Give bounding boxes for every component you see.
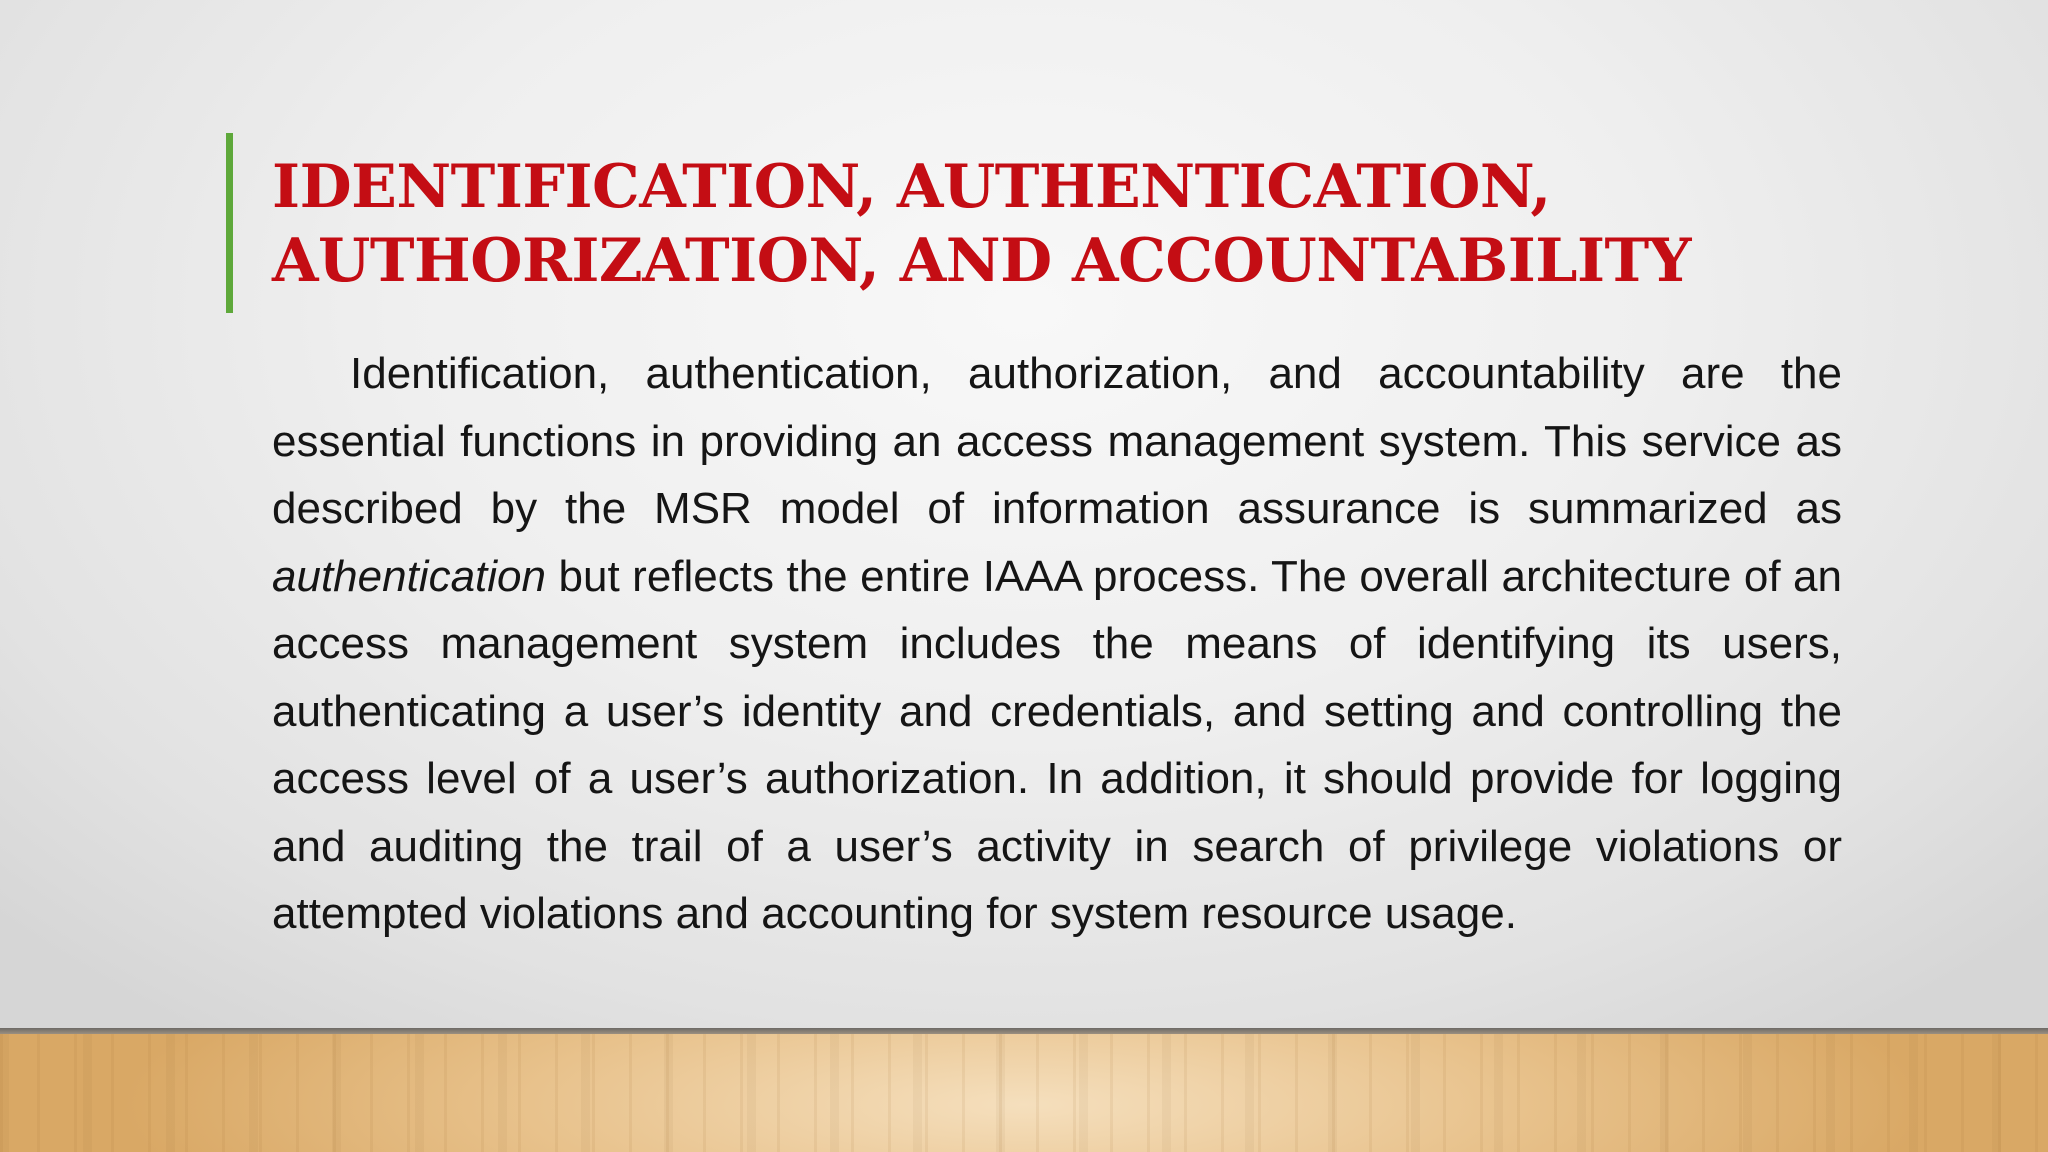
title-accent-bar	[226, 133, 233, 313]
wood-floor-background	[0, 1034, 2048, 1152]
body-paragraph-part-2: but reflects the entire IAAA process. The overall architecture of an access management system includes the means of identifying its users, authenticating a user’s identity and credentials, and setting and controlling the access level of a user’s authorization. In addition, it should provide for logging and auditing the trail of a user’s activity in search of privilege violations or attempted violations and accounting for system resource usage.	[272, 551, 1842, 938]
slide-title-line-1: IDENTIFICATION, AUTHENTICATION,	[272, 152, 1551, 222]
slide-title-line-2: AUTHORIZATION, AND ACCOUNTABILITY	[272, 226, 1691, 296]
body-paragraph-part-1: Identification, authentication, authorization, and accountability are the essential functions in providing an access management system. This service as described by the MSR model of information assurance is summarized as	[272, 349, 1842, 533]
slide-title	[272, 150, 1872, 298]
body-paragraph	[272, 340, 1842, 948]
body-paragraph-emphasis: authentication	[272, 551, 546, 601]
